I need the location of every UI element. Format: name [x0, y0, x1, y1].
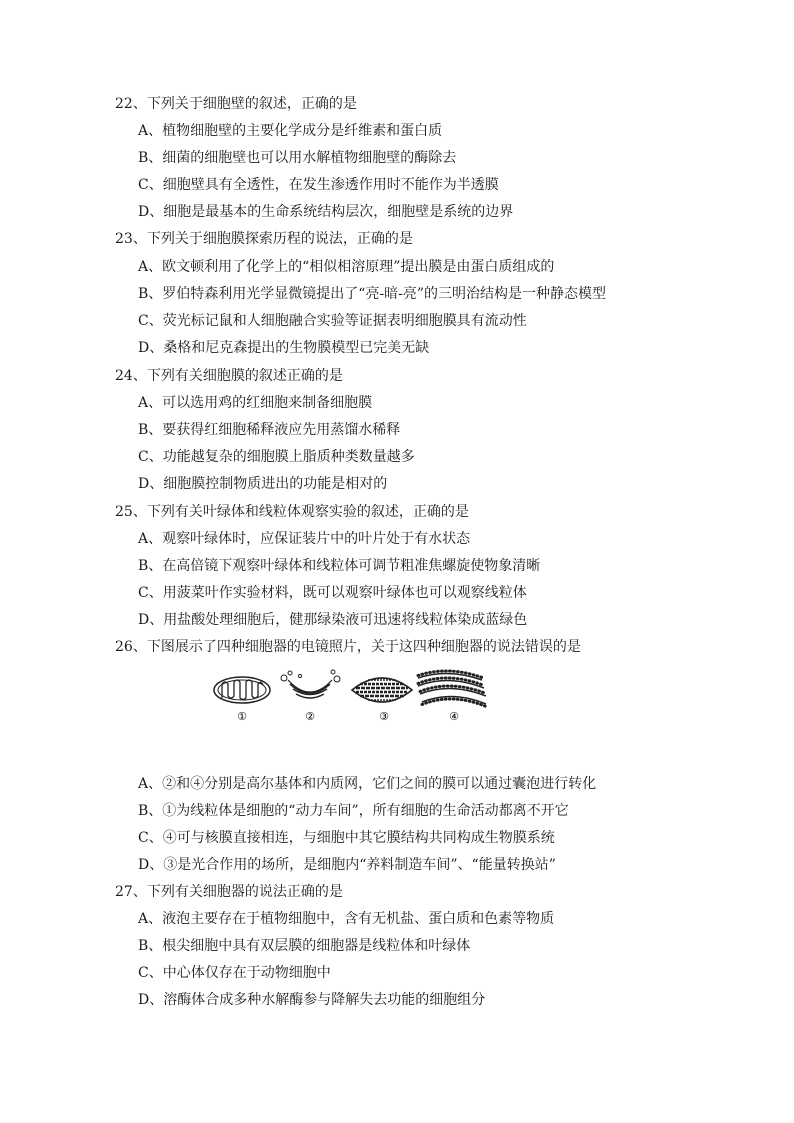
- question-26-stem: 26、下图展示了四种细胞器的电镜照片，关于这四种细胞器的说法错误的是: [115, 639, 581, 655]
- figure-label-2: ②: [305, 710, 315, 723]
- question-22-option-b: B、细菌的细胞壁也可以用水解植物细胞壁的酶除去: [138, 150, 457, 166]
- organelle-figure: [210, 668, 510, 730]
- figure-label-3: ③: [379, 710, 389, 723]
- question-26-option-c: C、④可与核膜直接相连，与细胞中其它膜结构共同构成生物膜系统: [138, 830, 555, 846]
- chloroplast-icon: [352, 678, 412, 702]
- question-24-stem: 24、下列有关细胞膜的叙述正确的是: [115, 368, 343, 384]
- golgi-icon: [281, 670, 340, 698]
- question-27-option-c: C、中心体仅存在于动物细胞中: [138, 965, 331, 981]
- endoplasmic-reticulum-icon: [418, 671, 486, 707]
- question-22-stem: 22、下列关于细胞壁的叙述，正确的是: [115, 96, 357, 112]
- question-25-option-d: D、用盐酸处理细胞后，健那绿染液可迅速将线粒体染成蓝绿色: [138, 612, 528, 628]
- question-25-option-b: B、在高倍镜下观察叶绿体和线粒体可调节粗准焦螺旋使物象清晰: [138, 558, 541, 574]
- figure-label-4: ④: [449, 710, 459, 723]
- question-25-option-c: C、用菠菜叶作实验材料，既可以观察叶绿体也可以观察线粒体: [138, 585, 527, 601]
- question-23-option-d: D、桑格和尼克森提出的生物膜模型已完美无缺: [138, 340, 430, 356]
- question-27-stem: 27、下列有关细胞器的说法正确的是: [115, 884, 343, 900]
- question-26-option-d: D、③是光合作用的场所，是细胞内“养料制造车间”、“能量转换站”: [138, 857, 556, 873]
- question-27-option-d: D、溶酶体合成多种水解酶参与降解失去功能的细胞组分: [138, 992, 486, 1008]
- question-25-option-a: A、观察叶绿体时，应保证装片中的叶片处于有水状态: [138, 531, 471, 547]
- question-24-option-c: C、功能越复杂的细胞膜上脂质种类数量越多: [138, 449, 415, 465]
- question-27-option-a: A、液泡主要存在于植物细胞中，含有无机盐、蛋白质和色素等物质: [138, 911, 555, 927]
- figure-label-1: ①: [237, 710, 247, 723]
- question-24-option-b: B、要获得红细胞稀释液应先用蒸馏水稀释: [138, 422, 401, 438]
- question-22-option-d: D、细胞是最基本的生命系统结构层次，细胞壁是系统的边界: [138, 204, 514, 220]
- question-23-stem: 23、下列关于细胞膜探索历程的说法，正确的是: [115, 231, 413, 247]
- question-22-option-c: C、细胞壁具有全透性，在发生渗透作用时不能作为半透膜: [138, 177, 499, 193]
- question-24-option-d: D、细胞膜控制物质进出的功能是相对的: [138, 476, 388, 492]
- question-24-option-a: A、可以选用鸡的红细胞来制备细胞膜: [138, 395, 373, 411]
- question-23-option-a: A、欧文顿利用了化学上的“相似相溶原理”提出膜是由蛋白质组成的: [138, 259, 555, 275]
- mitochondrion-icon: [214, 677, 270, 703]
- question-26-option-b: B、①为线粒体是细胞的“动力车间”，所有细胞的生命活动都离不开它: [138, 803, 569, 819]
- question-23-option-b: B、罗伯特森利用光学显微镜提出了“亮-暗-亮”的三明治结构是一种静态模型: [138, 286, 607, 302]
- question-22-option-a: A、植物细胞壁的主要化学成分是纤维素和蛋白质: [138, 123, 443, 139]
- question-26-option-a: A、②和④分别是高尔基体和内质网，它们之间的膜可以通过囊泡进行转化: [138, 776, 597, 792]
- question-23-option-c: C、荧光标记鼠和人细胞融合实验等证据表明细胞膜具有流动性: [138, 313, 527, 329]
- question-27-option-b: B、根尖细胞中具有双层膜的细胞器是线粒体和叶绿体: [138, 938, 471, 954]
- question-25-stem: 25、下列有关叶绿体和线粒体观察实验的叙述，正确的是: [115, 504, 469, 520]
